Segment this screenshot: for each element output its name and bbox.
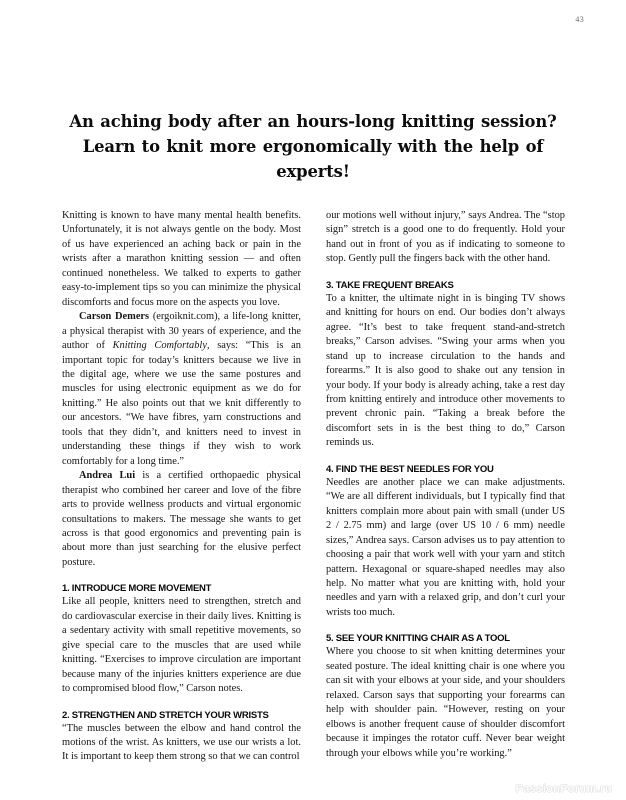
section-body-3: To a knitter, the ultimate night in is binging TV shows and knitting for hours on end. Our bodies don’t always agree. “It’s best to take frequent stand-and-stretch breaks,” Carson advises. “Swing your arms when you stand up to increase circulation to the hands and forearms.” It is also good to shake out any tension in your body. If your body is already aching, take a rest day from knitting entirely and introduce other movements to prevent chronic pain. “Taking a break before the discomfort sets in is the best thing to do,” Carson reminds us.: [326, 292, 565, 449]
person-name-andrea-lui: Andrea Lui: [79, 470, 136, 482]
section-body-4: Needles are another place we can make adjustments. “We are all different individuals, but I typically find that knitters complain more about pain with small (under US 2 / 2.75 mm) and large (over US 10 / 6 mm) needle sizes,” Andrea says. Carson advises us to pay attention to choosing a pair that work well with your yarn and stitch pattern. Hexagonal or square-shaped needles may also help. No matter what you are knitting with, hold your needles and yarn with a relaxed grip, and don’t curl your wrists too much.: [326, 476, 565, 618]
carson-demers-paragraph: [62, 310, 301, 469]
section-body-2: “The muscles between the elbow and hand control the motions of the wrist. As knitters, we use our wrists a lot. It is important to keep them strong so that we can control: [62, 722, 301, 763]
right-column: [326, 209, 565, 779]
page-number: 43: [575, 15, 584, 24]
article-columns: [62, 209, 565, 779]
section-body-2-continuation: our motions well without injury,” says Andrea. The “stop sign” stretch is a good one to do frequently. Hold your hand out in front of you as if indicating to someone to stop. Gently pull the fingers back with the other hand.: [326, 210, 565, 265]
section-heading-4: 4. FIND THE BEST NEEDLES FOR YOU: [326, 463, 494, 475]
section-heading-3: 3. TAKE FREQUENT BREAKS: [326, 279, 454, 291]
section-heading-5: 5. SEE YOUR KNITTING CHAIR AS A TOOL: [326, 633, 510, 645]
carson-intro-text: (ergoiknit.com), a life-long knitter, a physical therapist with 30 years of experience, and the author of: [62, 311, 301, 352]
watermark: PassionForum.ru: [515, 783, 612, 795]
carson-quote-text: , says: “This is an important topic for today’s knitters because we live in the digital age, where we use the same postures and muscles for using electronic equipment as we do for knitting.” He also points out that we knit differently to our ancestors. “We have fibres, yarn constructions and tools that they didn’t, and knitters need to invest in understanding these things if they wish to work comfortably for a long time.”: [62, 340, 301, 467]
book-title-knitting-comfortably: Knitting Comfortably: [112, 340, 207, 352]
left-column: [62, 209, 301, 779]
intro-paragraph: Knitting is known to have many mental health benefits. Unfortunately, it is not always gentle on the body. Most of us have experienced an aching back or pain in the wrists after a marathon knitting session — and often continued nonetheless. We talked to experts to gather easy-to-implement tips so you can minimize the physical discomforts and focus more on the aspects you love.: [62, 210, 301, 308]
person-name-carson-demers: Carson Demers: [79, 311, 150, 323]
section-heading-2: 2. STRENGTHEN AND STRETCH YOUR WRISTS: [62, 709, 269, 721]
andrea-lui-paragraph: [62, 469, 301, 570]
page-title: An aching body after an hours-long knitting session? Learn to knit more ergonomically with the help of experts!: [69, 111, 557, 181]
section-heading-1: 1. INTRODUCE MORE MOVEMENT: [62, 583, 212, 595]
andrea-intro-text: is a certified orthopaedic physical therapist who combined her career and love of the fibre arts to provide wellness products and virtual ergonomic consultations to makers. The message she wants to get across is that good ergonomics and preventing pain is about more than just searching for the elusive perfect posture.: [62, 470, 301, 568]
section-body-5: Where you choose to sit when knitting determines your seated posture. The ideal knitting chair is one where you can sit with your elbows at your side, and your shoulders relaxed. Carson says that supporting your forearms can help with shoulder pain. “However, resting on your elbows is another frequent cause of shoulder discomfort because it impinges the rotator cuff. Never bear weight through your elbows while you’re working.”: [326, 646, 565, 759]
section-body-1: Like all people, knitters need to strengthen, stretch and do cardiovascular exercise in their daily lives. Knitting is a sedentary activity with small repetitive movements, so give special care to the muscles that are used while knitting. “Exercises to improve circulation are important because many of the injuries knitters experience are due to compromised blood flow,” Carson notes.: [62, 596, 301, 695]
